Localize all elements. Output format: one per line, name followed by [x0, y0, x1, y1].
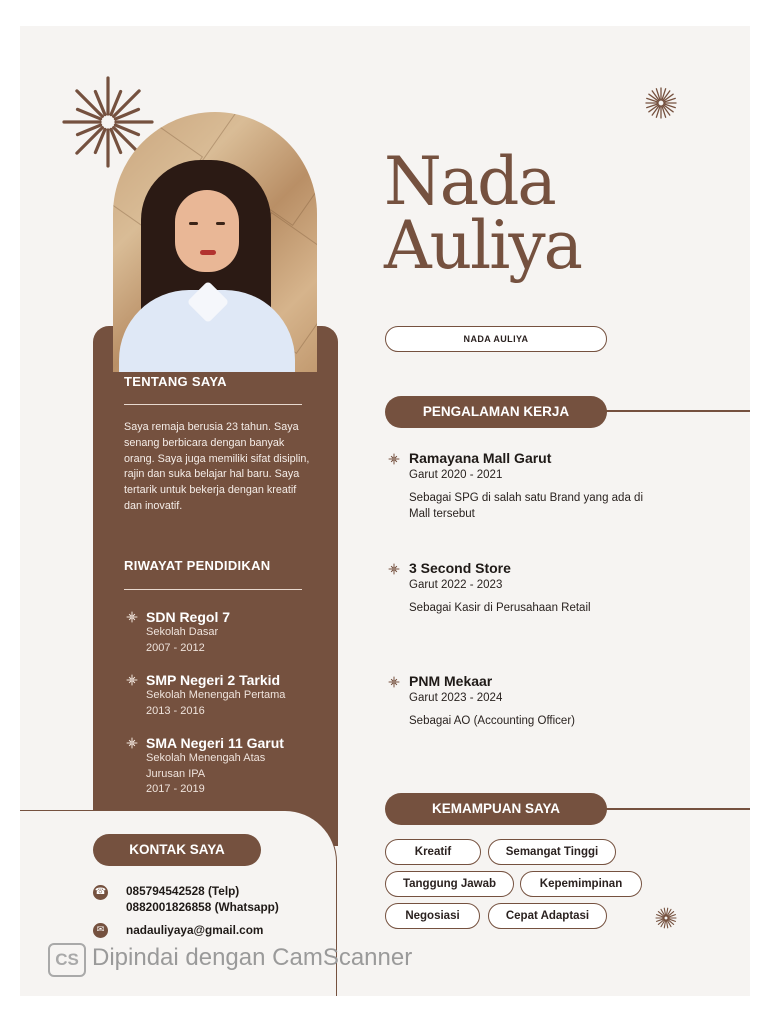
school-detail: Sekolah Menengah Pertama	[146, 689, 286, 701]
sparkle-icon	[388, 676, 400, 688]
skill-tag: Kepemimpinan	[520, 871, 642, 897]
name-title	[384, 143, 582, 284]
phone-number: 085794542528 (Telp)	[126, 884, 240, 898]
sparkle-icon	[126, 737, 138, 749]
education-heading: RIWAYAT PENDIDIKAN	[124, 558, 271, 573]
school-name: SMP Negeri 2 Tarkid	[146, 672, 281, 688]
sparkle-icon	[126, 674, 138, 686]
school-name: SMA Negeri 11 Garut	[146, 735, 284, 751]
profile-photo	[113, 112, 317, 372]
sparkle-icon	[126, 611, 138, 623]
school-years: 2013 - 2016	[146, 704, 205, 717]
school-detail: Sekolah Menengah Atas	[146, 752, 266, 764]
job-period: Garut 2022 - 2023	[409, 579, 503, 591]
job-description: Sebagai Kasir di Perusahaan Retail	[409, 602, 591, 614]
resume-page	[20, 26, 750, 996]
sparkle-icon	[388, 453, 400, 465]
school-years: 2017 - 2019	[146, 783, 205, 795]
last-name: Auliya	[384, 207, 582, 284]
phone-icon: ☎	[93, 885, 108, 900]
whatsapp-number: 0882001826858 (Whatsapp)	[126, 900, 279, 914]
job-title: PNM Mekaar	[409, 673, 493, 689]
scan-watermark: Dipindai dengan CamScanner	[92, 944, 413, 971]
skill-tag: Negosiasi	[385, 903, 480, 929]
email-address: nadauliyaya@gmail.com	[126, 923, 264, 937]
job-item	[388, 450, 688, 522]
education-item	[126, 609, 326, 656]
education-item	[126, 672, 326, 719]
skill-tag: Kreatif	[385, 839, 481, 865]
job-item	[388, 560, 688, 616]
school-detail: Sekolah Dasar	[146, 626, 219, 638]
skill-tag: Semangat Tinggi	[488, 839, 616, 865]
skills-heading: KEMAMPUAN SAYA	[385, 793, 607, 825]
school-major: Jurusan IPA	[146, 767, 206, 780]
sunburst-small-icon	[644, 86, 678, 120]
skill-tag: Cepat Adaptasi	[488, 903, 607, 929]
contact-heading: KONTAK SAYA	[93, 834, 261, 866]
skill-tag: Tanggung Jawab	[385, 871, 514, 897]
job-title: Ramayana Mall Garut	[409, 450, 552, 466]
about-text: Saya remaja berusia 23 tahun. Saya senang berbicara dengan banyak orang. Saya juga memiliki sifat disiplin, rajin dan suka belajar hal baru. Saya tertarik untuk bekerja dengan kreatif dan inovatif.	[124, 421, 310, 512]
experience-heading: PENGALAMAN KERJA	[385, 396, 607, 428]
sunburst-small-icon	[654, 906, 678, 930]
job-description: Sebagai AO (Accounting Officer)	[409, 715, 575, 727]
job-period: Garut 2020 - 2021	[409, 469, 503, 481]
sparkle-icon	[388, 563, 400, 575]
about-heading: TENTANG SAYA	[124, 374, 227, 389]
name-badge: NADA AULIYA	[385, 326, 607, 352]
divider	[124, 589, 302, 590]
school-name: SDN Regol 7	[146, 609, 231, 625]
school-years: 2007 - 2012	[146, 641, 205, 654]
email-icon: ✉	[93, 923, 108, 938]
job-description: Sebagai SPG di salah satu Brand yang ada di Mall tersebut	[409, 492, 643, 520]
job-item	[388, 673, 688, 729]
job-period: Garut 2023 - 2024	[409, 692, 503, 704]
first-name: Nada	[384, 143, 555, 220]
education-item	[126, 735, 326, 798]
divider	[124, 404, 302, 405]
contact-phones	[126, 883, 279, 915]
job-title: 3 Second Store	[409, 560, 511, 576]
camscanner-logo: CS	[48, 943, 86, 977]
